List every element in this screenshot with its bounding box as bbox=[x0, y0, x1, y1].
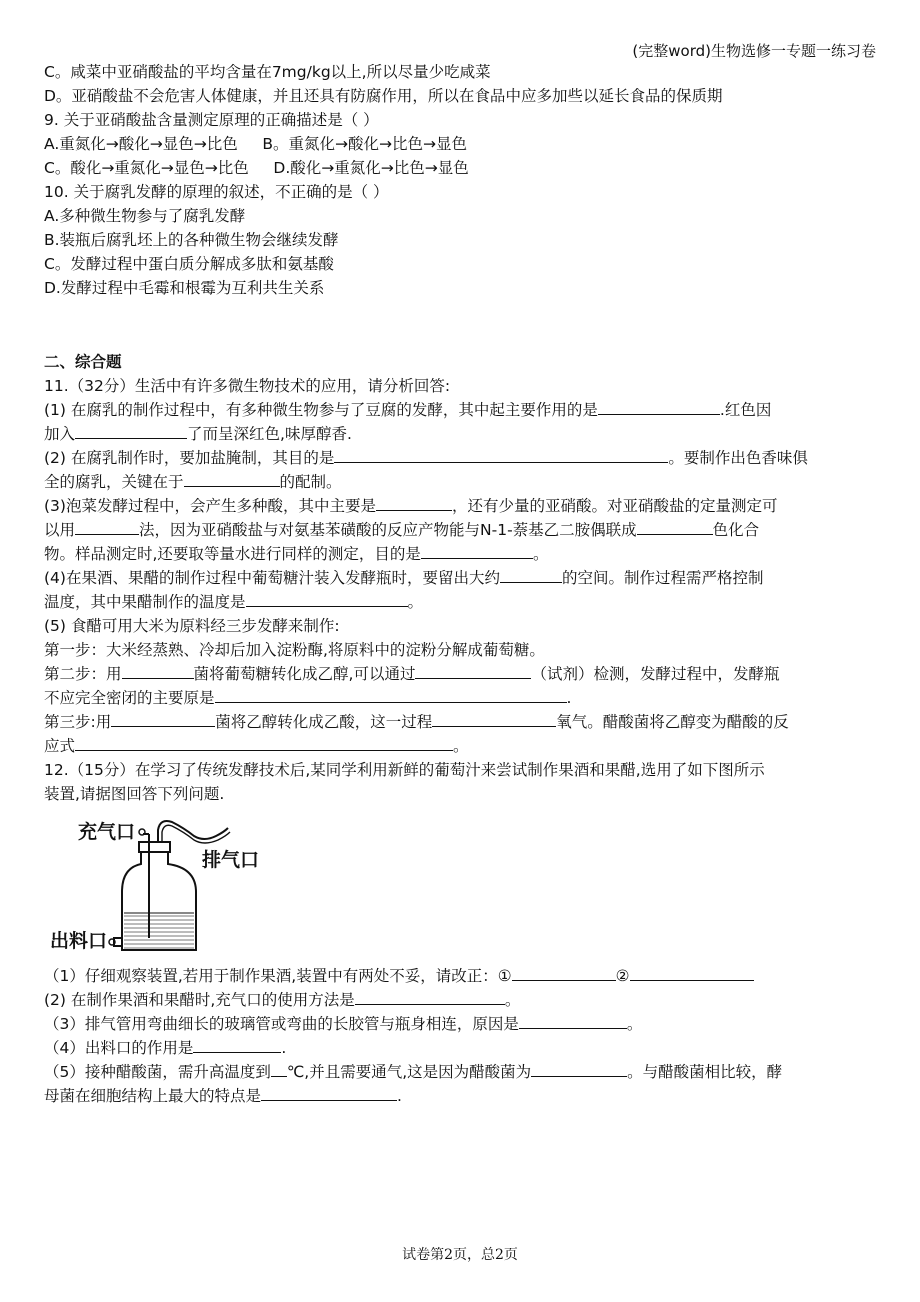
page-footer: 试卷第2页，总2页 bbox=[402, 1247, 518, 1263]
q11-part3-line3: 物。样品测定时,还要取等量水进行同样的测定，目的是 。 bbox=[44, 542, 880, 566]
page-content bbox=[44, 60, 880, 1108]
question-9: 9. 关于亚硝酸盐含量测定原理的正确描述是（ ） bbox=[44, 111, 379, 129]
answer-blank[interactable] bbox=[637, 518, 713, 535]
section-title: 二、综合题 bbox=[44, 353, 122, 371]
option-line: C。咸菜中亚硝酸盐的平均含量在7mg/kg以上,所以尽量少吃咸菜 bbox=[44, 63, 491, 81]
answer-blank[interactable] bbox=[630, 964, 754, 981]
q11-step2-line1: 第二步：用 菌将葡萄糖转化成乙醇,可以通过 （试剂）检测，发酵过程中，发酵瓶 bbox=[44, 662, 880, 686]
q11-part5: (5) 食醋可用大米为原料经三步发酵来制作: bbox=[44, 617, 340, 635]
q12-part5-line1: （5）接种醋酸菌，需升高温度到 ℃,并且需要通气,这是因为醋酸菌为 。与醋酸菌相比较，酵 bbox=[44, 1060, 880, 1084]
q11-step3-line2: 应式 。 bbox=[44, 734, 880, 758]
answer-blank[interactable] bbox=[193, 1036, 281, 1053]
answer-blank[interactable] bbox=[334, 446, 668, 463]
question-10: 10. 关于腐乳发酵的原理的叙述，不正确的是（ ） bbox=[44, 183, 389, 201]
answer-blank[interactable] bbox=[184, 470, 280, 487]
q11-part4-line2: 温度，其中果醋制作的温度是 。 bbox=[44, 590, 880, 614]
question-12-intro: 12.（15分）在学习了传统发酵技术后,某同学利用新鲜的葡萄汁来尝试制作果酒和果醋,选用了如下图所示 bbox=[44, 761, 765, 779]
document-header: (完整word)生物选修一专题一练习卷 bbox=[632, 42, 876, 60]
q11-step1: 第一步：大米经蒸熟、冷却后加入淀粉酶,将原料中的淀粉分解成葡萄糖。 bbox=[44, 641, 545, 659]
q11-part4-line1: (4)在果酒、果醋的制作过程中葡萄糖汁装入发酵瓶时，要留出大约 的空间。制作过程需严格控制 bbox=[44, 566, 880, 590]
answer-blank[interactable] bbox=[261, 1084, 397, 1101]
q11-step3-line1: 第三步:用 菌将乙醇转化成乙酸，这一过程 氧气。醋酸菌将乙醇变为醋酸的反 bbox=[44, 710, 880, 734]
answer-blank[interactable] bbox=[75, 422, 187, 439]
exhaust-label: 排气口 bbox=[202, 850, 260, 871]
outlet-label: 出料口 bbox=[50, 931, 108, 952]
option-line: C。酸化→重氮化→显色→比色 D.酸化→重氮化→比色→显色 bbox=[44, 159, 469, 177]
option-line: D.发酵过程中毛霉和根霉为互利共生关系 bbox=[44, 279, 325, 297]
q11-part1-line1: (1) 在腐乳的制作过程中，有多种微生物参与了豆腐的发酵，其中起主要作用的是 .红色因 bbox=[44, 398, 880, 422]
bottle-stopper bbox=[139, 842, 170, 852]
q11-part3-line1: (3)泡菜发酵过程中，会产生多种酸，其中主要是 ，还有少量的亚硝酸。对亚硝酸盐的定量测定可 bbox=[44, 494, 880, 518]
option-line: A.多种微生物参与了腐乳发酵 bbox=[44, 207, 246, 225]
answer-blank[interactable] bbox=[512, 964, 616, 981]
answer-blank[interactable] bbox=[531, 1060, 627, 1077]
answer-blank[interactable] bbox=[271, 1060, 287, 1077]
answer-blank[interactable] bbox=[122, 662, 194, 679]
answer-blank[interactable] bbox=[75, 734, 453, 751]
answer-blank[interactable] bbox=[111, 710, 215, 727]
q12-part5-line2: 母菌在细胞结构上最大的特点是 . bbox=[44, 1084, 880, 1108]
answer-blank[interactable] bbox=[421, 542, 533, 559]
answer-blank[interactable] bbox=[500, 566, 562, 583]
q11-part1-line2: 加入 了而呈深红色,味厚醇香. bbox=[44, 422, 880, 446]
answer-blank[interactable] bbox=[519, 1012, 627, 1029]
answer-blank[interactable] bbox=[355, 988, 505, 1005]
question-11-intro: 11.（32分）生活中有许多微生物技术的应用，请分析回答: bbox=[44, 377, 451, 395]
answer-blank[interactable] bbox=[432, 710, 556, 727]
inlet-clamp bbox=[139, 829, 145, 835]
q11-step2-line2: 不应完全密闭的主要原是 . bbox=[44, 686, 880, 710]
option-line: A.重氮化→酸化→显色→比色 B。重氮化→酸化→比色→显色 bbox=[44, 135, 467, 153]
option-line: C。发酵过程中蛋白质分解成多肽和氨基酸 bbox=[44, 255, 334, 273]
answer-blank[interactable] bbox=[415, 662, 531, 679]
question-12-intro: 装置,请据图回答下列问题. bbox=[44, 785, 225, 803]
q12-part1: （1）仔细观察装置,若用于制作果酒,装置中有两处不妥，请改正：① ② bbox=[44, 964, 880, 988]
answer-blank[interactable] bbox=[215, 686, 567, 703]
fermentation-apparatus-figure bbox=[44, 810, 880, 962]
option-line: D。亚硝酸盐不会危害人体健康，并且还具有防腐作用，所以在食品中应多加些以延长食品的保质期 bbox=[44, 87, 723, 105]
answer-blank[interactable] bbox=[376, 494, 452, 511]
q11-part2-line1: (2) 在腐乳制作时，要加盐腌制，其目的是 。要制作出色香味俱 bbox=[44, 446, 880, 470]
q11-part3-line2: 以用 法，因为亚硝酸盐与对氨基苯磺酸的反应产物能与N-1-萘基乙二胺偶联成 色化合 bbox=[44, 518, 880, 542]
q11-part2-line2: 全的腐乳，关键在于 的配制。 bbox=[44, 470, 880, 494]
answer-blank[interactable] bbox=[598, 398, 720, 415]
answer-blank[interactable] bbox=[75, 518, 139, 535]
liquid bbox=[124, 913, 194, 949]
q12-part2: (2) 在制作果酒和果醋时,充气口的使用方法是 。 bbox=[44, 988, 880, 1012]
q12-part3: （3）排气管用弯曲细长的玻璃管或弯曲的长胶管与瓶身相连，原因是 。 bbox=[44, 1012, 880, 1036]
answer-blank[interactable] bbox=[246, 590, 408, 607]
inlet-label: 充气口 bbox=[78, 822, 136, 843]
fermentation-bottle-diagram bbox=[48, 810, 308, 962]
q12-part4: （4）出料口的作用是 . bbox=[44, 1036, 880, 1060]
option-line: B.装瓶后腐乳坯上的各种微生物会继续发酵 bbox=[44, 231, 339, 249]
